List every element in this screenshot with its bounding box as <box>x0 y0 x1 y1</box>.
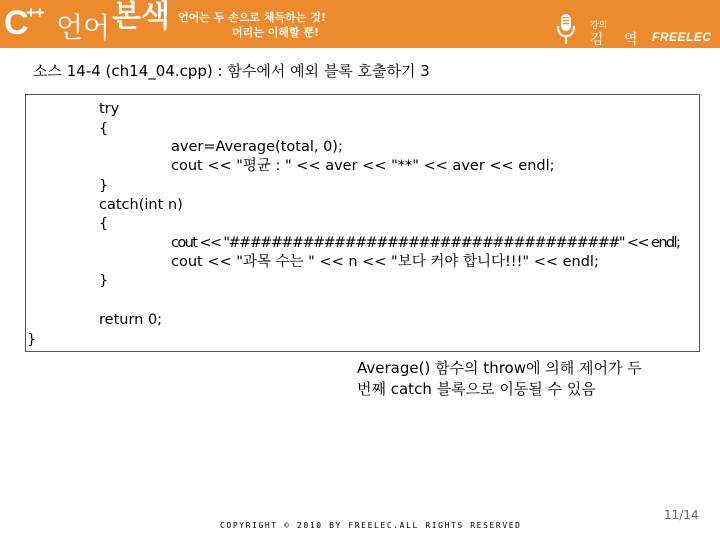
code-line: cout << "#####################################" << endl; <box>171 235 680 251</box>
slogan-line1: 언어는 두 손으로 체득하는 것! <box>178 11 326 24</box>
logo-c: C <box>4 4 29 42</box>
logo-eon: 언어 <box>56 11 111 44</box>
callout-note: Average() 함수의 throw에 의해 제어가 두번째 catch 블록으로 이동될 수 있음 <box>357 359 642 398</box>
code-line: } <box>27 332 37 348</box>
code-line: } <box>99 178 109 194</box>
page-number: 11/14 <box>664 508 699 522</box>
header-banner <box>0 0 720 48</box>
code-line: { <box>99 216 109 232</box>
code-line: cout << "과목 수는 " << n << "보다 커야 합니다!!!" << endl; <box>171 254 599 270</box>
slogan-line2: 머리는 이해할 뿐! <box>232 26 320 39</box>
code-line: { <box>99 121 109 137</box>
code-line: aver=Average(total, 0); <box>171 139 343 155</box>
code-line: catch(int n) <box>99 197 183 213</box>
logo-bonsaek: 본색 <box>112 0 170 34</box>
code-line: return 0; <box>99 312 163 328</box>
lecturer-name: 김 역 <box>590 32 646 48</box>
slide-title: 소스 14-4 (ch14_04.cpp) : 함수에서 예외 블록 호출하기 3 <box>33 62 430 80</box>
code-line: } <box>99 273 109 289</box>
logo-plus: ++ <box>26 3 44 22</box>
code-line: try <box>99 101 120 117</box>
copyright-footer: COPYRIGHT © 2010 BY FREELEC.ALL RIGHTS RESERVED <box>220 521 522 530</box>
microphone-icon <box>556 14 576 46</box>
brand-logo: FREELEC <box>652 30 712 44</box>
code-line: cout << "평균 : " << aver << "**" << aver << endl; <box>171 158 555 174</box>
lecture-label: 강의 <box>590 21 608 31</box>
